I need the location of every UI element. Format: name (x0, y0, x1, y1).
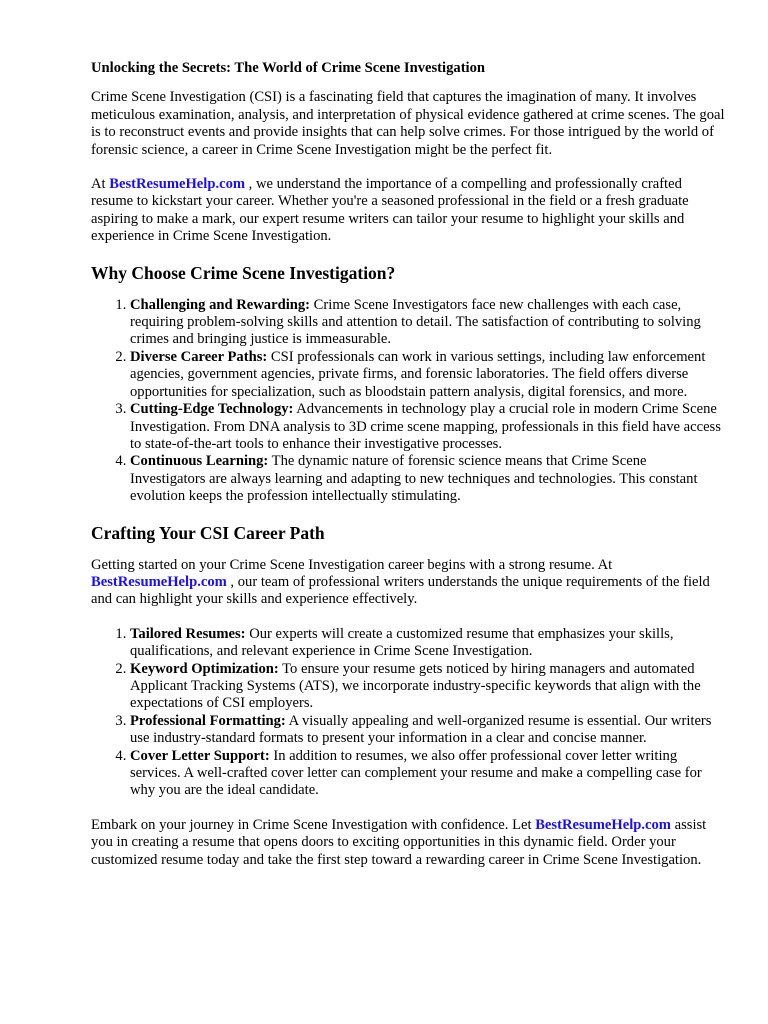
bestresumehelp-link[interactable]: BestResumeHelp.com (535, 816, 671, 833)
list-item-term: Professional Formatting: (130, 712, 286, 729)
list-item-term: Challenging and Rewarding: (130, 296, 311, 313)
list-item (130, 349, 725, 401)
paragraph-text: , we understand the importance of a compelling and professionally crafted resume to kickstart your career. Whether you're a seasoned professional in the field or a fresh graduate aspiring to make a mark, our expert resume writers can tailor your resume to highlight your skills and experience in Crime Scene Investigation. (91, 176, 689, 245)
list-item-term: Keyword Optimization: (130, 660, 279, 677)
paragraph-text: assist you in creating a resume that opens doors to exciting opportunities in this dynamic field. Order your customized resume today and take the first step toward a rewarding career in Crime Scene Investigation. (91, 816, 707, 868)
list-item (130, 401, 725, 453)
list-item-term: Cutting-Edge Technology: (130, 401, 294, 418)
list-item-text: Crime Scene Investigators face new challenges with each case, requiring problem-solving skills and attention to detail. The satisfaction of contributing to solving crimes and bringing justice is immeasurable. (130, 296, 701, 348)
bestresumehelp-link[interactable]: BestResumeHelp.com (91, 573, 227, 590)
list-item-text: Our experts will create a customized resume that emphasizes your skills, qualifications, and relevant experience in Crime Scene Investigation. (130, 625, 674, 660)
list-item-text: A visually appealing and well-organized resume is essential. Our writers use industry-standard formats to present your information in a clear and concise manner. (130, 712, 712, 747)
paragraph-text: , our team of professional writers understands the unique requirements of the field and can highlight your skills and experience effectively. (91, 573, 710, 608)
bestresumehelp-link[interactable]: BestResumeHelp.com (109, 176, 246, 193)
section-heading-why-choose: Why Choose Crime Scene Investigation? (91, 262, 396, 283)
list-item (130, 453, 725, 505)
list-item (130, 713, 725, 748)
list-item-text: The dynamic nature of forensic science means that Crime Scene Investigators are always learning and adapting to new techniques and technologies. This constant evolution keeps the profession intellectually stimulating. (130, 453, 698, 505)
list-item-term: Cover Letter Support: (130, 747, 270, 764)
paragraph-text: Getting started on your Crime Scene Investigation career begins with a strong resume. At (91, 556, 613, 573)
career-path-list (91, 626, 725, 800)
second-paragraph (91, 176, 725, 246)
closing-paragraph (91, 817, 725, 869)
intro-paragraph: Crime Scene Investigation (CSI) is a fascinating field that captures the imagination of many. It involves meticulous examination, analysis, and interpretation of physical evidence gathered at crime scenes. The goal is to reconstruct events and provide insights that can help solve crimes. For those intrigued by the world of forensic science, a career in Crime Scene Investigation might be the perfect fit. (91, 89, 725, 158)
paragraph-text: At (91, 176, 110, 193)
list-item (130, 748, 725, 800)
section-heading-career-path: Crafting Your CSI Career Path (91, 522, 325, 543)
list-item-term: Continuous Learning: (130, 453, 269, 470)
paragraph-text: Embark on your journey in Crime Scene Investigation with confidence. Let (91, 816, 536, 833)
list-item-text: To ensure your resume gets noticed by hiring managers and automated Applicant Tracking Systems (ATS), we incorporate industry-specific keywords that align with the expectations of CSI employers. (130, 660, 701, 712)
list-item (130, 297, 725, 349)
document-title: Unlocking the Secrets: The World of Crime Scene Investigation (91, 60, 486, 76)
list-item-term: Diverse Career Paths: (130, 348, 268, 365)
career-path-paragraph (91, 557, 725, 609)
list-item-term: Tailored Resumes: (130, 625, 246, 642)
list-item-text: Advancements in technology play a crucial role in modern Crime Scene Investigation. From DNA analysis to 3D crime scene mapping, professionals in this field have access to state-of-the-art tools to enhance their investigative processes. (130, 401, 721, 452)
list-item (130, 661, 725, 713)
document-page (91, 60, 725, 886)
list-item-text: In addition to resumes, we also offer professional cover letter writing services. A well-crafted cover letter can complement your resume and make a compelling case for why you are the ideal candidate. (130, 747, 702, 799)
why-choose-list (91, 297, 725, 506)
list-item-text: CSI professionals can work in various settings, including law enforcement agencies, government agencies, private firms, and forensic laboratories. The field offers diverse opportunities for specialization, such as bloodstain pattern analysis, digital forensics, and more. (130, 348, 706, 400)
list-item (130, 626, 725, 661)
